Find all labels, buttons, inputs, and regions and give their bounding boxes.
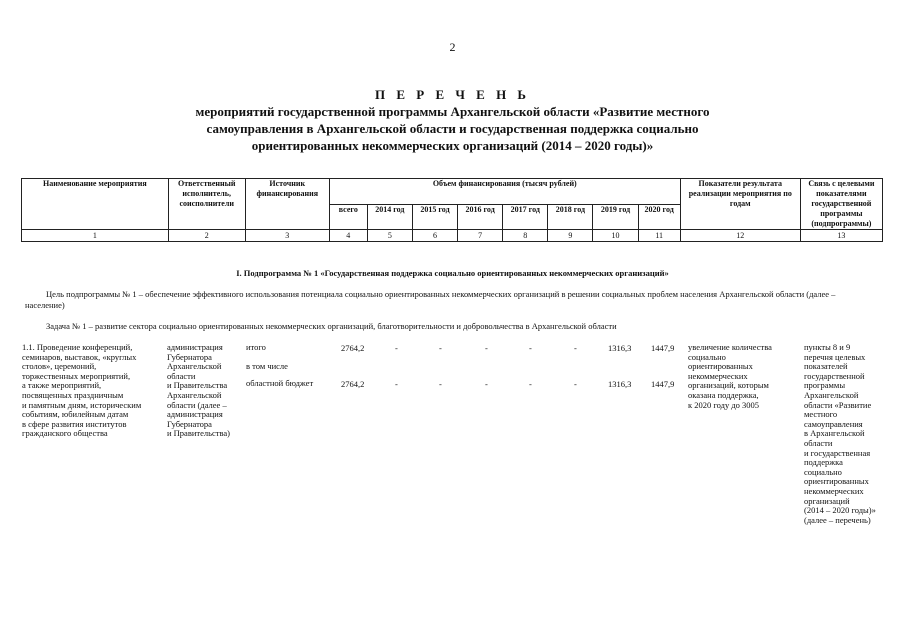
table-header — [21, 178, 883, 242]
column-number: 4 — [329, 230, 367, 242]
column-number: 10 — [593, 230, 638, 242]
header-year: 2020 год — [638, 204, 680, 230]
target-link: пункты 8 и 9 перечня целевых показателей государственной программы Архангельской области «Развитие местного самоуправления в Архангельской области и государственная поддержка социально ориентированных некоммерческих организаций (2014 – 2020 годы)» (далее – перечень) — [804, 342, 876, 525]
column-number: 13 — [800, 230, 882, 242]
regional-value: - — [574, 379, 577, 389]
source-total: итого — [246, 342, 266, 352]
regional-value: - — [485, 379, 488, 389]
subprogram-goal: Цель подпрограммы № 1 – обеспечение эффективного использования потенциала социально ориентированных некоммерческих организаций в решении социальных проблем населения Архангельской области (далее – население) — [25, 289, 836, 310]
regional-value: - — [439, 379, 442, 389]
regional-value: 2764,2 — [341, 379, 365, 389]
subprogram-task: Задача № 1 – развитие сектора социально ориентированных некоммерческих организаций, благотворительности и добровольчества в Архангельской области — [46, 321, 617, 331]
column-number: 2 — [168, 230, 245, 242]
header-year: 2019 год — [593, 204, 638, 230]
column-number: 1 — [22, 230, 169, 242]
header-source: Источник финансирования — [245, 179, 329, 230]
total-value: - — [574, 343, 577, 353]
total-value: 2764,2 — [341, 343, 365, 353]
header-year: 2014 год — [367, 204, 412, 230]
document-subtitle-line-1: мероприятий государственной программы Архангельской области «Развитие местного — [195, 104, 710, 119]
header-year: 2015 год — [412, 204, 457, 230]
column-number: 7 — [458, 230, 503, 242]
total-value: - — [485, 343, 488, 353]
total-value: - — [529, 343, 532, 353]
regional-value: 1316,3 — [608, 379, 632, 389]
column-number: 8 — [503, 230, 548, 242]
activity-executor: администрация Губернатора Архангельской области и Правительства Архангельской области (далее – администрация Губернатора и Правительства) — [167, 342, 230, 439]
page-number: 2 — [449, 40, 456, 54]
document-title: П Е Р Е Ч Е Н Ь — [374, 87, 531, 102]
document-subtitle-line-3: ориентированных некоммерческих организаций (2014 – 2020 годы)» — [251, 138, 654, 153]
subprogram-heading: I. Подпрограмма № 1 «Государственная поддержка социально ориентированных некоммерческих организаций» — [236, 268, 669, 278]
column-number: 12 — [680, 230, 800, 242]
total-value: - — [395, 343, 398, 353]
header-year: 2017 год — [503, 204, 548, 230]
column-number: 11 — [638, 230, 680, 242]
activity-name: 1.1. Проведение конференций, семинаров, выставок, «круглых столов», церемоний, торжественных мероприятий, а также мероприятий, посвященных праздничным и памятным дням, историческим событиям, юбилейным датам в сфере развития институтов гражданского общества — [22, 342, 142, 439]
result-indicator: увеличение количества социально ориентированных некоммерческих организаций, которым оказана поддержка, к 2020 году до 3005 — [688, 342, 772, 410]
column-number: 3 — [245, 230, 329, 242]
total-value: - — [439, 343, 442, 353]
source-regional: областной бюджет — [246, 378, 314, 388]
header-result: Показатели результата реализации мероприятия по годам — [680, 179, 800, 230]
total-value: 1447,9 — [651, 343, 675, 353]
header-year: 2018 год — [548, 204, 593, 230]
column-number: 5 — [367, 230, 412, 242]
header-year: 2016 год — [458, 204, 503, 230]
column-number: 6 — [412, 230, 457, 242]
header-total: всего — [329, 204, 367, 230]
regional-value: 1447,9 — [651, 379, 675, 389]
header-name: Наименование мероприятия — [22, 179, 169, 230]
column-number: 9 — [548, 230, 593, 242]
header-executor: Ответственный исполнитель, соисполнители — [168, 179, 245, 230]
document-subtitle-line-2: самоуправления в Архангельской области и государственная поддержка социально — [206, 121, 699, 136]
header-volume: Объем финансирования (тысяч рублей) — [329, 179, 680, 205]
source-including: в том числе — [246, 361, 288, 371]
regional-value: - — [395, 379, 398, 389]
regional-value: - — [529, 379, 532, 389]
header-link: Связь с целевыми показателями государственной программы (подпрограммы) — [800, 179, 882, 230]
total-value: 1316,3 — [608, 343, 632, 353]
